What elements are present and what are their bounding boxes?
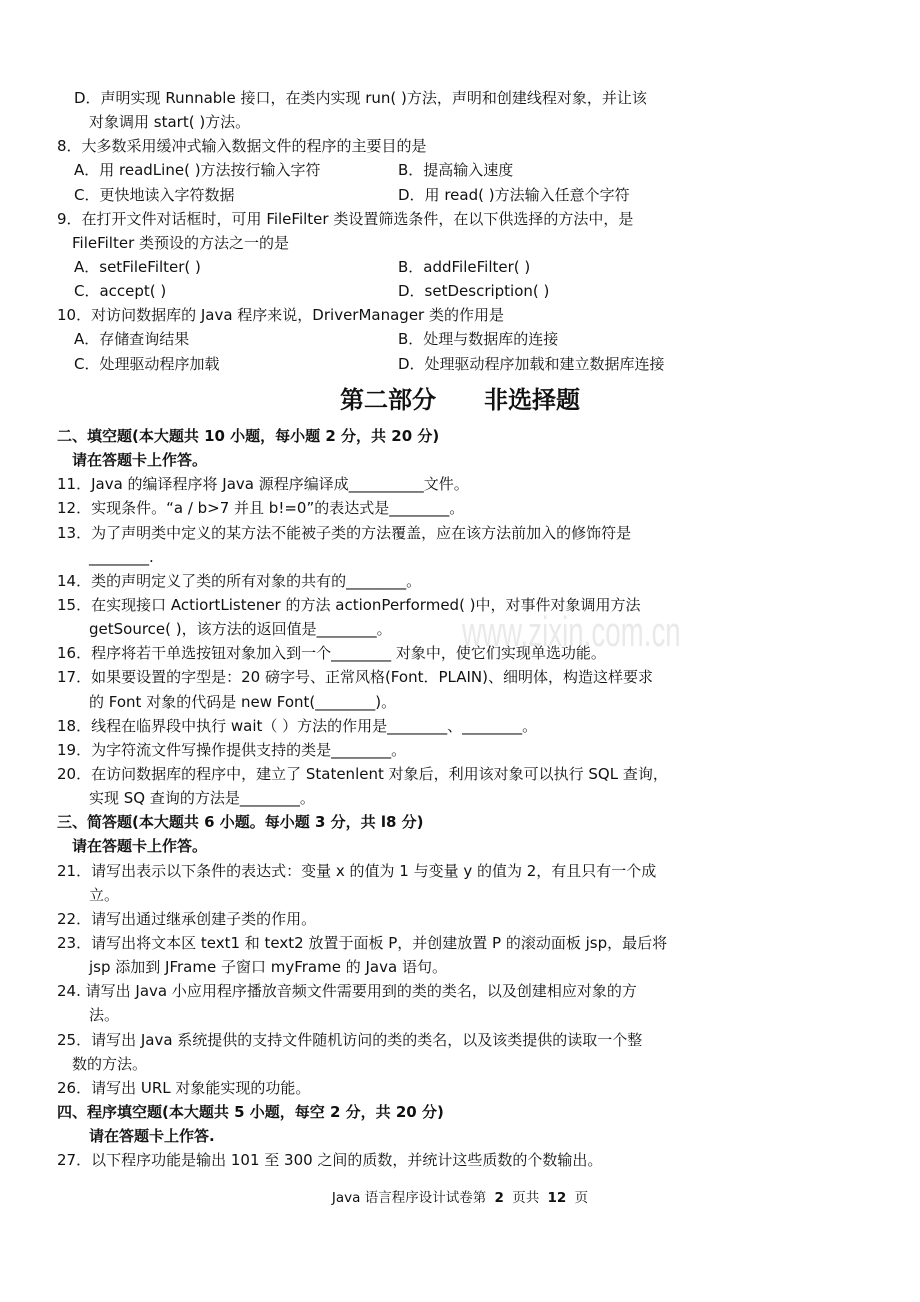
q21-line2: 立。 — [89, 885, 120, 904]
q8-options-row-1 — [0, 158, 920, 182]
q9-option-a: A．setFileFilter( ) — [74, 257, 201, 276]
q8-option-a: A．用 readLine( )方法按行输入字符 — [74, 161, 321, 180]
page-footer — [0, 1186, 920, 1210]
section2-note: 请在答题卡上作答。 — [72, 451, 208, 470]
q13-line2: ________. — [89, 547, 154, 566]
part-heading: 第二部分 非选择题 — [340, 385, 580, 414]
watermark: www.zixin.com.cn — [462, 608, 681, 655]
q7-option-d-line1: D．声明实现 Runnable 接口，在类内实现 run( )方法，声明和创建线程对象，并让该 — [74, 89, 647, 107]
q24-line2: 法。 — [89, 1006, 120, 1025]
q9-option-b: B．addFileFilter( ) — [398, 257, 531, 276]
q8-options-row-2 — [0, 183, 920, 207]
q16: 16．程序将若干单选按钮对象加入到一个________ 对象中，使它们实现单选功能。 — [57, 644, 606, 663]
q9-option-d: D．setDescription( ) — [398, 282, 550, 301]
q19: 19．为字符流文件写操作提供支持的类是________。 — [57, 740, 407, 759]
section3-title: 三、简答题(本大题共 6 小题。每小题 3 分，共 l8 分) — [57, 813, 424, 832]
q26: 26．请写出 URL 对象能实现的功能。 — [57, 1078, 311, 1097]
q15-line2: getSource( )，该方法的返回值是________。 — [89, 620, 392, 639]
footer-suffix: 页 — [574, 1190, 589, 1207]
q9-options-row-1 — [0, 255, 920, 279]
q9-stem-line2: FileFilter 类预设的方法之一的是 — [72, 233, 290, 252]
q9-stem-line1: 9．在打开文件对话框时，可用 FileFilter 类设置筛选条件，在以下供选择的方法中，是 — [57, 209, 634, 228]
q9-option-c: C．accept( ) — [74, 282, 167, 301]
q13-line1: 13．为了声明类中定义的某方法不能被子类的方法覆盖，应在该方法前加入的修饰符是 — [57, 523, 632, 542]
q23-line1: 23．请写出将文本区 text1 和 text2 放置于面板 P，并创建放置 P 的滚动面板 jsp，最后将 — [57, 933, 668, 952]
q22: 22．请写出通过继承创建子类的作用。 — [57, 909, 317, 928]
q27: 27．以下程序功能是输出 101 至 300 之间的质数，并统计这些质数的个数输出。 — [57, 1151, 603, 1170]
footer-middle: 页共 — [512, 1190, 540, 1207]
q25-line2: 数的方法。 — [72, 1054, 148, 1073]
q24-line1: 24. 请写出 Java 小应用程序播放音频文件需要用到的类的类名，以及创建相应对象的方 — [57, 982, 637, 1001]
q10-option-c: C．处理驱动程序加载 — [74, 354, 220, 373]
q14: 14．类的声明定义了类的所有对象的共有的________。 — [57, 571, 422, 590]
q10-option-b: B．处理与数据库的连接 — [398, 330, 559, 349]
q15-line1: 15．在实现接口 ActiortListener 的方法 actionPerformed( )中，对事件对象调用方法 — [57, 595, 641, 614]
section3-note: 请在答题卡上作答。 — [72, 837, 208, 856]
q8-option-b: B．提高输入速度 — [398, 161, 514, 180]
q10-option-d: D．处理驱动程序加载和建立数据库连接 — [398, 354, 665, 373]
q25-line1: 25．请写出 Java 系统提供的支持文件随机访问的类的类名，以及该类提供的读取一个整 — [57, 1030, 643, 1049]
section2-title: 二、填空题(本大题共 10 小题，每小题 2 分，共 20 分) — [57, 426, 440, 445]
q10-option-a: A．存储查询结果 — [74, 330, 190, 349]
footer-prefix: Java 语言程序设计试卷第 — [331, 1190, 487, 1207]
q23-line2: jsp 添加到 JFrame 子窗口 myFrame 的 Java 语句。 — [89, 958, 447, 977]
q20-line1: 20．在访问数据库的程序中，建立了 Statenlent 对象后，利用该对象可以执行 SQL 查询， — [57, 764, 668, 783]
footer-total-pages: 12 — [547, 1190, 567, 1207]
footer-page-number: 2 — [494, 1190, 504, 1207]
q10-options-row-1 — [0, 327, 920, 351]
q17-line1: 17．如果要设置的字型是：20 磅字号、正常风格(Font．PLAIN)、细明体，构造这样要求 — [57, 668, 653, 687]
q11: 11．Java 的编译程序将 Java 源程序编译成__________文件。 — [57, 475, 469, 494]
q8-option-c: C．更快地读入字符数据 — [74, 185, 235, 204]
q9-options-row-2 — [0, 279, 920, 303]
q21-line1: 21．请写出表示以下条件的表达式：变量 x 的值为 1 与变量 y 的值为 2，有且只有一个成 — [57, 861, 657, 880]
q10-options-row-2 — [0, 352, 920, 376]
section4-title: 四、程序填空题(本大题共 5 小题，每空 2 分，共 20 分) — [57, 1102, 444, 1121]
q18: 18．线程在临界段中执行 wait（ ）方法的作用是________、________。 — [57, 716, 538, 735]
q12: 12．实现条件。“a / b>7 并且 b!=0”的表达式是________。 — [57, 499, 465, 518]
q7-option-d-line2: 对象调用 start( )方法。 — [89, 113, 251, 132]
q17-line2: 的 Font 对象的代码是 new Font(________)。 — [89, 692, 397, 711]
q10-stem: 10．对访问数据库的 Java 程序来说，DriverManager 类的作用是 — [57, 306, 504, 325]
q8-option-d: D．用 read( )方法输入任意个字符 — [398, 185, 630, 204]
q20-line2: 实现 SQ 查询的方法是________。 — [89, 789, 315, 808]
section4-note: 请在答题卡上作答. — [89, 1127, 215, 1146]
q8-stem: 8．大多数采用缓冲式输入数据文件的程序的主要目的是 — [57, 137, 427, 156]
